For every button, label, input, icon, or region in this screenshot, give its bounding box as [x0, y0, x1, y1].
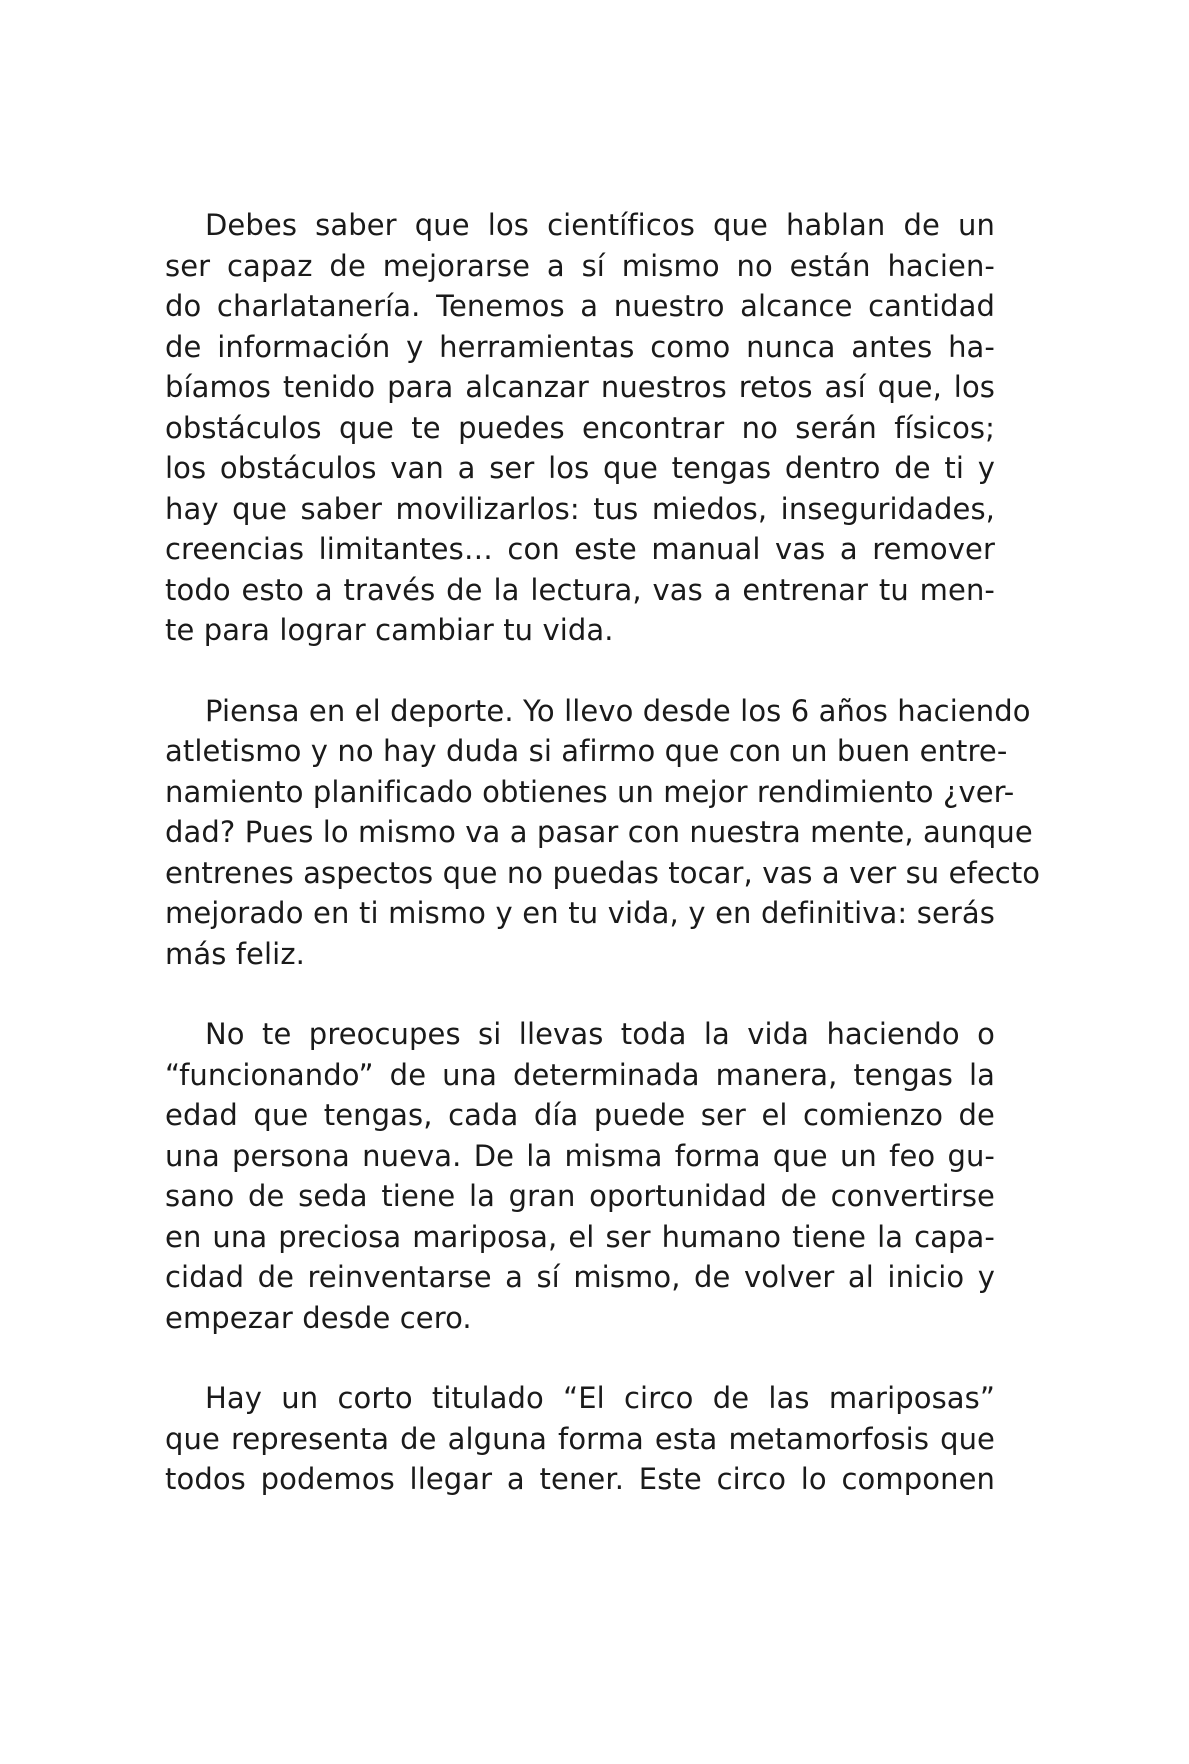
text-line: namiento planificado obtienes un mejor rendimiento ¿ver- — [165, 774, 1015, 809]
text-line: todos podemos llegar a tener. Este circo lo componen — [165, 1462, 995, 1496]
text-line: edad que tengas, cada día puede ser el comienzo de — [165, 1098, 995, 1132]
text-line: creencias limitantes… con este manual vas a remover — [165, 532, 995, 566]
paragraph — [165, 1014, 995, 1338]
text-line: que representa de alguna forma esta metamorfosis que — [165, 1421, 995, 1456]
text-line: Hay un corto titulado “El circo de las mariposas” — [205, 1381, 995, 1415]
text-line: ser capaz de mejorarse a sí mismo no están hacien- — [165, 248, 995, 283]
text-line: los obstáculos van a ser los que tengas dentro de ti y — [165, 451, 995, 485]
text-line: bíamos tenido para alcanzar nuestros retos así que, los — [165, 370, 995, 404]
text-line: cidad de reinventarse a sí mismo, de volver al inicio y — [165, 1260, 995, 1294]
body-text — [165, 205, 1041, 1540]
text-line: mejorado en ti mismo y en tu vida, y en definitiva: serás — [165, 896, 995, 930]
text-line: te para lograr cambiar tu vida. — [165, 613, 614, 647]
text-line: atletismo y no hay duda si afirmo que con un buen entre- — [165, 734, 1008, 768]
text-line: do charlatanería. Tenemos a nuestro alcance cantidad — [165, 289, 995, 323]
text-line: en una preciosa mariposa, el ser humano tiene la capa- — [165, 1219, 995, 1254]
text-line: Piensa en el deporte. Yo llevo desde los 6 años haciendo — [205, 693, 1031, 728]
paragraph — [165, 205, 995, 651]
text-line: No te preocupes si llevas toda la vida haciendo o — [205, 1017, 995, 1051]
text-line: obstáculos que te puedes encontrar no serán físicos; — [165, 410, 995, 445]
text-line: “funcionando” de una determinada manera, tengas la — [165, 1057, 995, 1092]
text-line: empezar desde cero. — [165, 1300, 472, 1335]
text-line: hay que saber movilizarlos: tus miedos, inseguridades, — [165, 491, 995, 526]
paragraph — [165, 1378, 995, 1500]
text-line: una persona nueva. De la misma forma que un feo gu- — [165, 1138, 995, 1173]
text-line: de información y herramientas como nunca antes ha- — [165, 329, 995, 364]
text-line: sano de seda tiene la gran oportunidad de convertirse — [165, 1179, 995, 1213]
paragraph — [165, 691, 1041, 975]
text-line: Debes saber que los científicos que hablan de un — [205, 208, 995, 242]
text-line: dad? Pues lo mismo va a pasar con nuestra mente, aunque — [165, 815, 1033, 849]
text-line: entrenes aspectos que no puedas tocar, vas a ver su efecto — [165, 855, 1041, 890]
text-line: todo esto a través de la lectura, vas a entrenar tu men- — [165, 572, 995, 607]
text-line: más feliz. — [165, 936, 305, 971]
